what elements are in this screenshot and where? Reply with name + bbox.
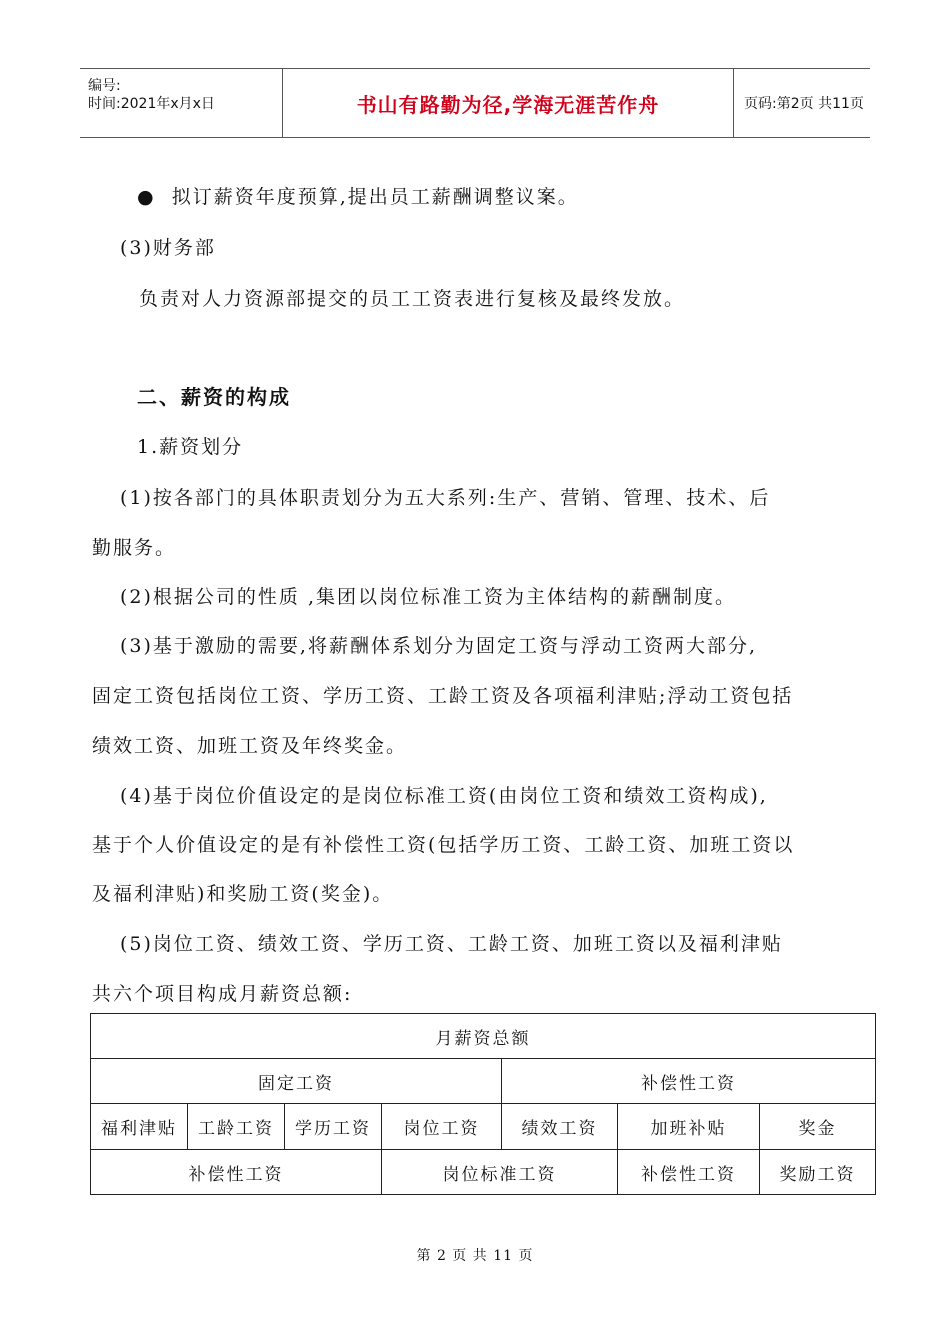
item4-line2: 基于个人价值设定的是有补偿性工资(包括学历工资、工龄工资、加班工资以 (92, 834, 795, 856)
number-label: 编号: (88, 78, 121, 94)
date-label: 时间:2021年x月x日 (88, 96, 215, 112)
finance-heading: (3)财务部 (120, 237, 216, 259)
salary-table (90, 1013, 876, 1195)
table-cell: 学历工资 (285, 1104, 382, 1150)
section-title: 二、薪资的构成 (137, 385, 291, 409)
page-header (80, 68, 870, 138)
bullet-paragraph (137, 182, 579, 209)
item3-line2: 固定工资包括岗位工资、学历工资、工龄工资及各项福利津贴;浮动工资包括 (92, 685, 794, 707)
table-cell: 岗位标准工资 (382, 1150, 618, 1194)
table-cell-fixed: 固定工资 (91, 1059, 502, 1104)
table-cell: 岗位工资 (382, 1104, 502, 1150)
finance-text: 负责对人力资源部提交的员工工资表进行复核及最终发放。 (139, 288, 686, 310)
table-title: 月薪资总额 (91, 1014, 875, 1059)
item5-line1: (5)岗位工资、绩效工资、学历工资、工龄工资、加班工资以及福利津贴 (120, 933, 783, 955)
table-cell: 加班补贴 (618, 1104, 760, 1150)
item4-line1: (4)基于岗位价值设定的是岗位标准工资(由岗位工资和绩效工资构成), (120, 785, 768, 807)
header-meta (80, 69, 282, 137)
table-cell: 奖励工资 (779, 1164, 856, 1185)
item3-line3: 绩效工资、加班工资及年终奖金。 (92, 735, 408, 757)
sub-title: 1.薪资划分 (137, 436, 244, 458)
item3-line1: (3)基于激励的需要,将薪酬体系划分为固定工资与浮动工资两大部分, (120, 635, 757, 657)
table-cell: 补偿性工资 (618, 1150, 760, 1194)
page-footer: 第 2 页 共 11 页 (416, 1248, 534, 1264)
item2: (2)根据公司的性质 ,集团以岗位标准工资为主体结构的薪酬制度。 (120, 586, 736, 608)
item1-line1: (1)按各部门的具体职责划分为五大系列:生产、营销、管理、技术、后 (120, 487, 771, 509)
item1-line2: 勤服务。 (92, 537, 177, 559)
bullet-text: 拟订薪资年度预算,提出员工薪酬调整议案。 (171, 186, 579, 208)
header-motto-cell (282, 69, 734, 137)
bullet-icon: ● (137, 186, 156, 208)
table-cell: 绩效工资 (502, 1104, 618, 1150)
table-cell-compensation: 补偿性工资 (502, 1059, 875, 1104)
header-page-cell (734, 69, 870, 137)
table-cell: 工龄工资 (188, 1104, 285, 1150)
motto: 书山有路勤为径,学海无涯苦作舟 (356, 92, 660, 117)
item4-line3: 及福利津贴)和奖励工资(奖金)。 (92, 883, 394, 905)
item5-line2: 共六个项目构成月薪资总额: (92, 983, 353, 1005)
table-cell: 奖金 (760, 1104, 875, 1150)
page-info: 页码:第2页 共11页 (744, 96, 864, 112)
table-cell: 补偿性工资 (91, 1150, 382, 1194)
table-cell: 福利津贴 (91, 1104, 188, 1150)
